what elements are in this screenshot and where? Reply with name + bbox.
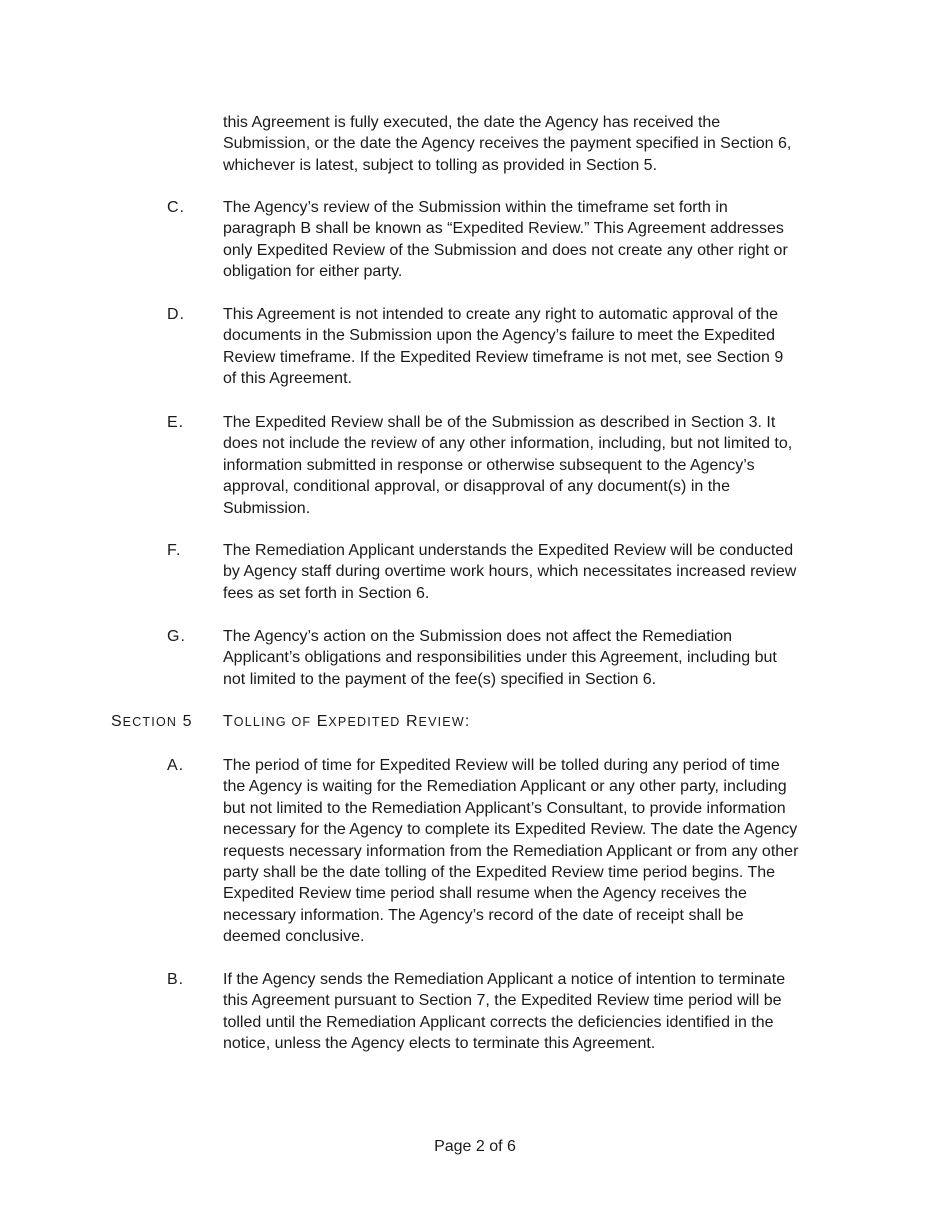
text-line: If the Agency sends the Remediation Applicant a notice of intention to terminate [223, 971, 786, 988]
item-label-5b: B. [167, 971, 185, 988]
title-initial-t: T [223, 713, 234, 730]
section-number-initial: S [111, 713, 123, 730]
title-smallcaps-olling: OLLING OF [233, 715, 312, 729]
section-number-digit: 5 [182, 713, 193, 730]
text-line: Submission, or the date the Agency receives the payment specified in Section 6, [223, 135, 792, 153]
text-line: fees as set forth in Section 6. [223, 584, 430, 602]
text-line: notice, unless the Agency elects to terminate this Agreement. [223, 1035, 656, 1053]
paragraph-5b [223, 969, 848, 1055]
paragraph-f [223, 540, 848, 604]
paragraph-d [223, 304, 848, 390]
text-line: obligation for either party. [223, 263, 403, 281]
text-line: the Agency is waiting for the Remediation Applicant or any other party, including [223, 778, 787, 796]
paragraph-g [223, 626, 848, 690]
text-line: deemed conclusive. [223, 928, 365, 946]
text-line: Expedited Review time period shall resume when the Agency receives the [223, 885, 747, 903]
text-line: The Expedited Review shall be of the Submission as described in Section 3. It [223, 414, 776, 431]
text-line: of this Agreement. [223, 370, 352, 388]
text-line: this Agreement is fully executed, the date the Agency has received the [223, 114, 721, 131]
item-label-c: C. [167, 199, 185, 216]
text-line: party shall be the date tolling of the Expedited Review time period begins. The [223, 864, 776, 882]
text-line: documents in the Submission upon the Agency’s failure to meet the Expedited [223, 327, 776, 345]
title-colon: : [464, 713, 471, 730]
item-label-g: G. [167, 628, 186, 645]
text-line: This Agreement is not intended to create any right to automatic approval of the [223, 306, 778, 323]
text-line: The Agency’s action on the Submission does not affect the Remediation [223, 628, 733, 645]
text-line: does not include the review of any other information, including, but not limited to, [223, 435, 793, 453]
title-smallcaps-eview: EVIEW [418, 715, 465, 729]
text-line: Applicant’s obligations and responsibilities under this Agreement, including but [223, 649, 777, 667]
section-5-number [111, 711, 192, 733]
text-line: this Agreement pursuant to Section 7, the Expedited Review time period will be [223, 992, 782, 1010]
paragraph-5a [223, 755, 848, 948]
text-line: Submission. [223, 499, 311, 517]
paragraph-c [223, 197, 848, 283]
text-line: Review timeframe. If the Expedited Review timeframe is not met, see Section 9 [223, 348, 784, 366]
title-initial-r: R [405, 713, 419, 730]
text-line: but not limited to the Remediation Applicant’s Consultant, to provide information [223, 799, 786, 817]
text-line: paragraph B shall be known as “Expedited Review.” This Agreement addresses [223, 220, 784, 238]
text-line: not limited to the payment of the fee(s) specified in Section 6. [223, 670, 657, 688]
text-line: by Agency staff during overtime work hours, which necessitates increased review [223, 563, 797, 581]
text-line: necessary information. The Agency’s record of the date of receipt shall be [223, 906, 744, 924]
text-line: requests necessary information from the Remediation Applicant or from any other [223, 842, 799, 860]
text-line: The Agency’s review of the Submission within the timeframe set forth in [223, 199, 728, 216]
title-initial-e: E [316, 713, 329, 730]
item-label-e: E. [167, 414, 185, 431]
item-label-d: D. [167, 306, 185, 323]
text-line: The period of time for Expedited Review will be tolled during any period of time [223, 757, 780, 774]
page-number-footer: Page 2 of 6 [434, 1138, 516, 1155]
item-label-f: F. [167, 542, 182, 559]
title-smallcaps-xpedited: XPEDITED [328, 715, 401, 729]
text-line: information submitted in response or otherwise subsequent to the Agency’s [223, 456, 755, 474]
paragraph-b-continuation [223, 112, 848, 176]
text-line: necessary for the Agency to complete its Expedited Review. The date the Agency [223, 821, 798, 839]
text-line: approval, conditional approval, or disapproval of any document(s) in the [223, 478, 730, 496]
section-number-smallcaps: ECTION [122, 715, 178, 729]
text-line: tolled until the Remediation Applicant corrects the deficiencies identified in the [223, 1013, 774, 1031]
section-5-title [223, 711, 470, 733]
item-label-5a: A. [167, 757, 185, 774]
paragraph-e [223, 412, 848, 519]
text-line: whichever is latest, subject to tolling as provided in Section 5. [223, 156, 658, 174]
text-line: The Remediation Applicant understands the Expedited Review will be conducted [223, 542, 794, 559]
text-line: only Expedited Review of the Submission and does not create any other right or [223, 241, 788, 259]
